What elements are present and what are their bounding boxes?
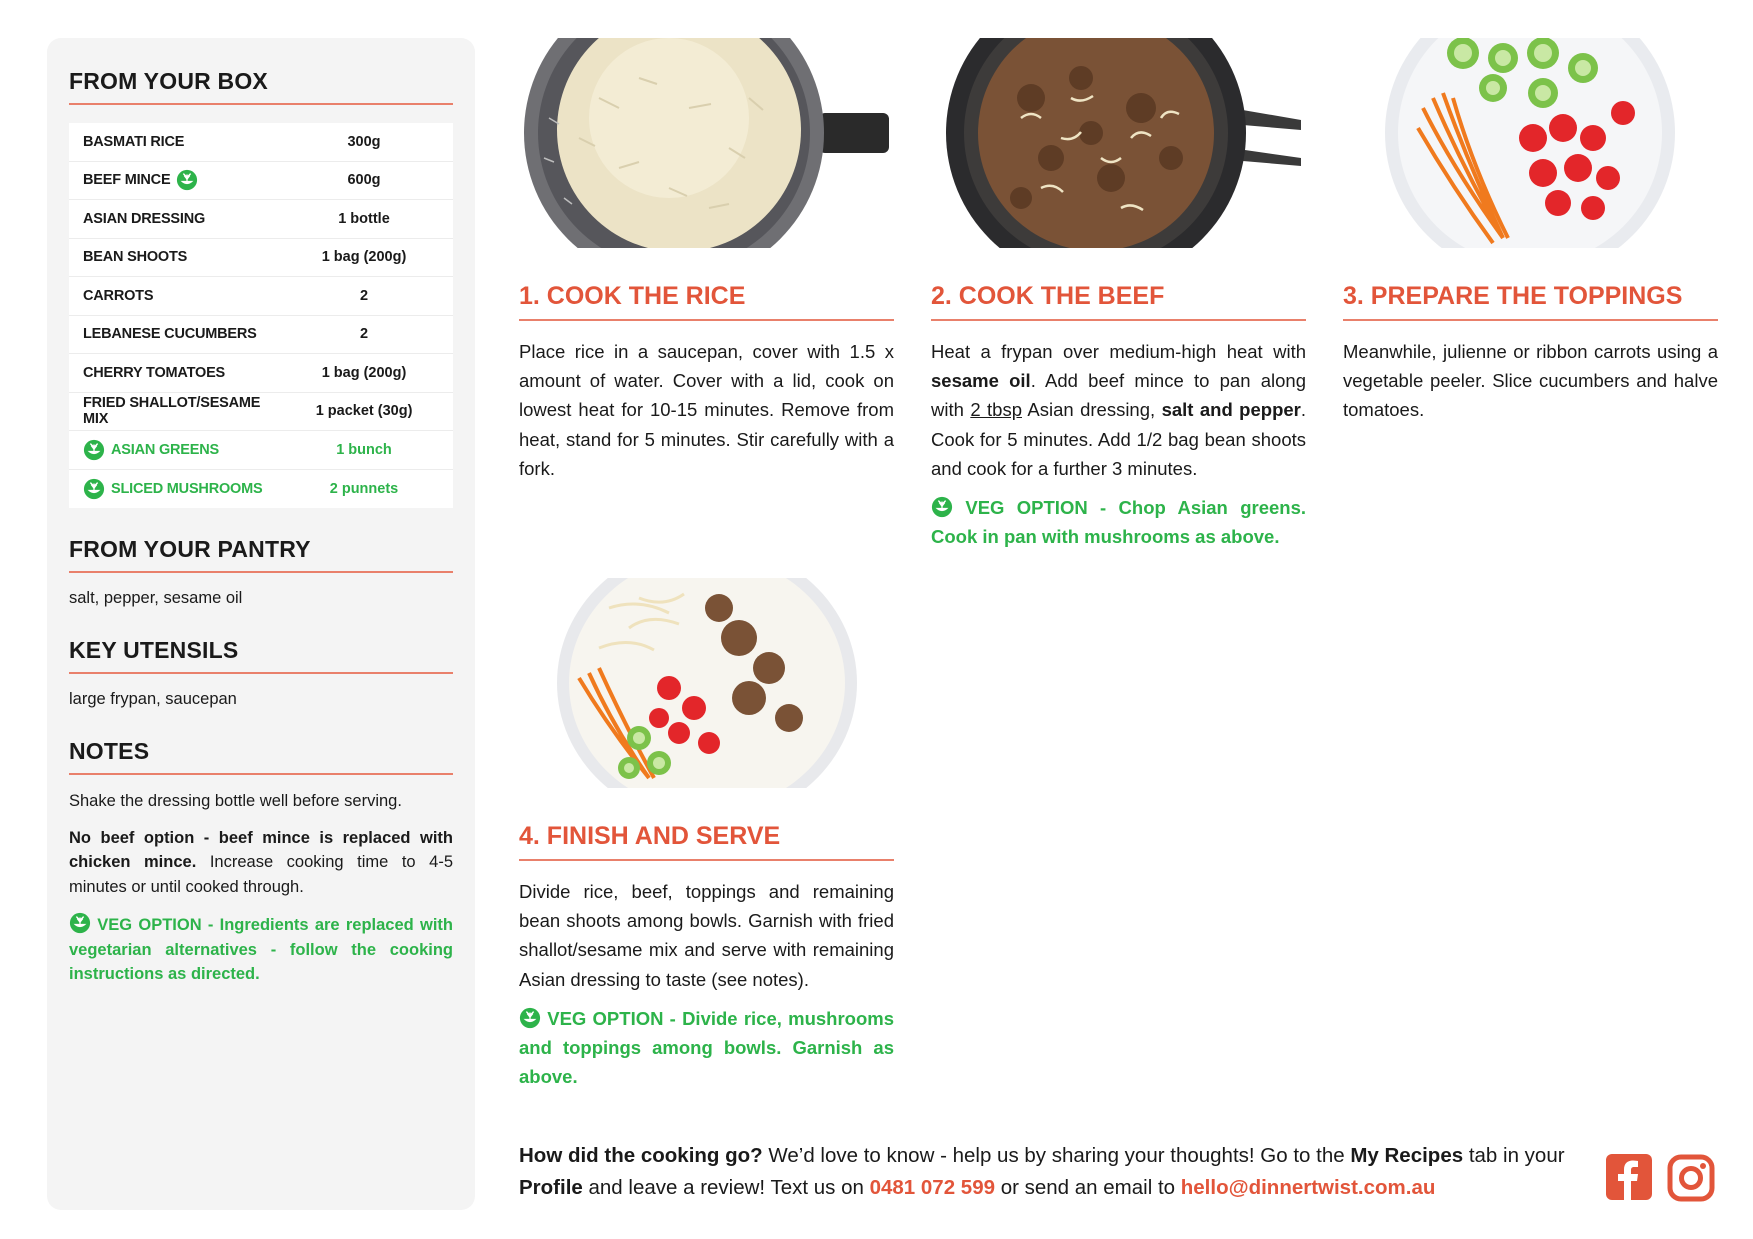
step-1-text: Place rice in a saucepan, cover with 1.5 x amount of water. Cover with a lid, cook on lowest heat for 10-15 minutes. Remove from heat, stand for 5 minutes. Stir carefully with a fork. <box>519 341 894 479</box>
step-4-title: 4. FINISH AND SERVE <box>519 822 894 861</box>
veg-leaf-icon <box>176 169 198 191</box>
profile-label: Profile <box>519 1175 583 1199</box>
ingredients-panel <box>47 38 475 1210</box>
ingredient-name: BASMATI RICE <box>83 133 185 150</box>
ingredient-qty: 2 <box>359 287 369 304</box>
step-4-veg-text: VEG OPTION - Divide rice, mushrooms and toppings among bowls. Garnish as above. <box>519 1007 894 1088</box>
step-2-veg-text: VEG OPTION - Chop Asian greens. Cook in pan with mushrooms as above. <box>931 497 1307 548</box>
note-no-beef-bold: No beef option - beef mince is replaced with chicken mince. <box>69 828 453 872</box>
finished-bowl-photo <box>519 578 894 788</box>
step-3-title: 3. PREPARE THE TOPPINGS <box>1343 282 1718 321</box>
phone-link[interactable]: 0481 072 599 <box>869 1175 995 1199</box>
pantry-text: salt, pepper, sesame oil <box>69 589 243 607</box>
table-row <box>69 200 453 239</box>
table-row <box>69 316 453 355</box>
step-4 <box>519 578 894 1092</box>
ingredient-name: FRIED SHALLOT/SESAME MIX <box>83 395 261 428</box>
rice-pan-photo <box>519 38 894 248</box>
table-row <box>69 354 453 393</box>
note-dressing: Shake the dressing bottle well before serving. <box>69 791 402 810</box>
from-your-pantry-heading: FROM YOUR PANTRY <box>69 536 453 573</box>
veg-leaf-icon <box>83 439 105 461</box>
step-4-text: Divide rice, beef, toppings and remaining bean shoots among bowls. Garnish with fried shallot/sesame mix and serve with remaining Asian dressing to taste (see notes). <box>519 881 894 990</box>
ingredient-qty: 1 packet (30g) <box>315 403 413 420</box>
step-3 <box>1343 38 1718 425</box>
table-row <box>69 162 453 201</box>
step-3-text: Meanwhile, julienne or ribbon carrots using a vegetable peeler. Slice cucumbers and halve tomatoes. <box>1343 341 1718 421</box>
ingredient-qty: 1 bunch <box>336 441 392 458</box>
ingredient-qty: 600g <box>347 172 381 189</box>
ingredient-qty: 1 bag (200g) <box>321 364 407 381</box>
ingredient-name: BEEF MINCE <box>83 172 171 189</box>
my-recipes-label: My Recipes <box>1350 1144 1464 1167</box>
step-1 <box>519 38 894 483</box>
ingredient-name: CARROTS <box>83 287 154 304</box>
ingredients-table <box>69 123 453 508</box>
note-no-beef <box>69 826 453 900</box>
veg-leaf-icon <box>83 478 105 500</box>
note-veg-text: VEG OPTION - Ingredients are replaced with vegetarian alternatives - follow the cooking instructions as directed. <box>69 915 453 984</box>
veg-leaf-icon <box>931 496 953 518</box>
ingredient-name: ASIAN GREENS <box>111 441 219 458</box>
email-link[interactable]: hello@dinnertwist.com.au <box>1180 1175 1436 1199</box>
feedback-footer: How did the cooking go? We’d love to know - help us by sharing your thoughts! Go to the My Recipes tab in your Profile and leave a review! Text us on 0481 072 599 or send an email to hello@dinnertwist.com.au <box>519 1144 1565 1199</box>
ingredient-qty: 2 punnets <box>329 480 399 497</box>
table-row <box>69 393 453 432</box>
table-row <box>69 123 453 162</box>
step-2 <box>931 38 1306 552</box>
ingredient-qty: 1 bottle <box>338 210 390 227</box>
toppings-plate-photo <box>1343 38 1718 248</box>
feedback-question: How did the cooking go? <box>519 1144 763 1167</box>
note-veg-option <box>69 912 453 987</box>
ingredient-name: CHERRY TOMATOES <box>83 364 226 381</box>
ingredient-name: BEAN SHOOTS <box>83 249 188 266</box>
table-row <box>69 470 453 509</box>
ingredient-qty: 300g <box>347 133 381 150</box>
utensils-text: large frypan, saucepan <box>69 689 237 708</box>
ingredient-name: LEBANESE CUCUMBERS <box>83 326 257 343</box>
table-row <box>69 239 453 278</box>
from-your-box-heading: FROM YOUR BOX <box>69 68 453 105</box>
ingredient-name: SLICED MUSHROOMS <box>111 480 263 497</box>
ingredient-name: ASIAN DRESSING <box>83 210 206 227</box>
note-no-beef-rest: Increase cooking time to 4-5 minutes or until cooked through. <box>69 853 453 897</box>
table-row <box>69 277 453 316</box>
veg-leaf-icon <box>519 1007 541 1029</box>
step-2-text: Heat a frypan over medium-high heat with sesame oil. Add beef mince to pan along with 2 tbsp Asian dressing, salt and pepper. Cook for 5 minutes. Add 1/2 bag bean shoots and cook for a further 3 minutes. <box>931 341 1306 479</box>
notes-heading: NOTES <box>69 738 453 775</box>
beef-pan-photo <box>931 38 1306 248</box>
step-4-veg-option <box>519 1004 894 1092</box>
step-1-title: 1. COOK THE RICE <box>519 282 894 321</box>
step-2-veg-option <box>931 493 1306 551</box>
ingredient-qty: 1 bag (200g) <box>321 249 407 266</box>
step-2-title: 2. COOK THE BEEF <box>931 282 1306 321</box>
instagram-icon[interactable] <box>1667 1154 1715 1202</box>
veg-leaf-icon <box>69 912 91 934</box>
ingredient-qty: 2 <box>359 326 369 343</box>
facebook-icon[interactable] <box>1606 1154 1652 1200</box>
key-utensils-heading: KEY UTENSILS <box>69 637 453 674</box>
table-row <box>69 431 453 470</box>
